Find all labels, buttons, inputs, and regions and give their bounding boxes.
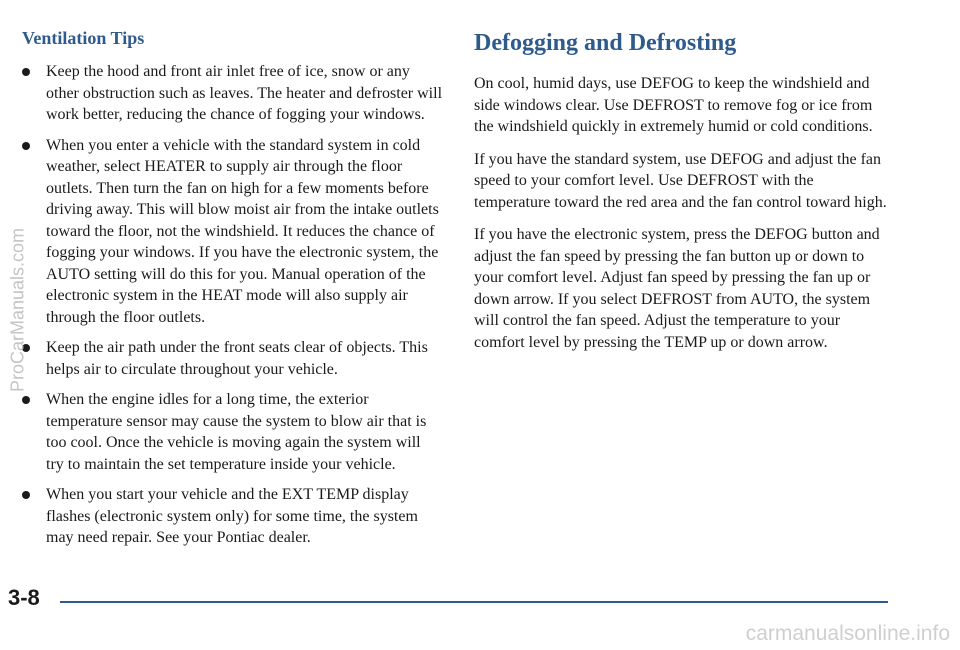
right-column	[474, 30, 894, 364]
bullet-text: When the engine idles for a long time, the exterior temperature sensor may cause the system to blow air that is too cool. Once the vehicle is moving again the system will try to maintain the set temperature inside your vehicle.	[46, 391, 427, 473]
list-item	[22, 389, 442, 475]
bullet-text: Keep the hood and front air inlet free of ice, snow or any other obstruction such as leaves. The heater and defroster will work better, reducing the chance of fogging your windows.	[46, 63, 443, 123]
bullet-icon	[22, 396, 30, 404]
list-item	[22, 135, 442, 329]
bullet-text: Keep the air path under the front seats clear of objects. This helps air to circulate throughout your vehicle.	[46, 339, 428, 378]
footer-rule	[60, 601, 888, 603]
defogging-heading: Defogging and Defrosting	[474, 30, 737, 56]
bullet-text: When you enter a vehicle with the standard system in cold weather, select HEATER to supply air through the floor outlets. Then turn the fan on high for a few moments before driving away. This will blow moist air from the intake outlets toward the floor, not the windshield. It reduces the chance of fogging your windows. If you have the electronic system, the AUTO setting will do this for you. Manual operation of the electronic system in the HEAT mode will also supply air through the floor outlets.	[46, 136, 439, 326]
paragraph: If you have the electronic system, press the DEFOG button and adjust the fan speed by pressing the fan button up or down to your comfort level. Adjust fan speed by pressing the fan up or down arrow. If you select DEFROST from AUTO, the system will control the fan speed. Adjust the temperature to your comfort level by pressing the TEMP up or down arrow.	[474, 226, 880, 351]
watermark-left: ProCarManuals.com	[7, 227, 28, 393]
ventilation-tips-list	[22, 61, 442, 549]
bullet-icon	[22, 491, 30, 499]
page-number: 3-8	[8, 585, 40, 610]
bullet-icon	[22, 68, 30, 76]
list-item	[22, 484, 442, 549]
list-item	[22, 337, 442, 380]
bullet-text: When you start your vehicle and the EXT TEMP display flashes (electronic system only) for some time, the system may need repair. See your Pontiac dealer.	[46, 486, 418, 546]
paragraph: On cool, humid days, use DEFOG to keep the windshield and side windows clear. Use DEFROST to remove fog or ice from the windshield quickly in extremely humid or cold conditions.	[474, 75, 873, 135]
left-column	[22, 28, 442, 558]
ventilation-tips-heading: Ventilation Tips	[22, 28, 145, 48]
list-item	[22, 61, 442, 126]
watermark-bottom: carmanualsonline.info	[745, 622, 950, 645]
bullet-icon	[22, 142, 30, 150]
paragraph: If you have the standard system, use DEFOG and adjust the fan speed to your comfort level. Use DEFROST with the temperature toward the red area and the fan control toward high.	[474, 150, 887, 211]
page-footer	[8, 585, 888, 615]
